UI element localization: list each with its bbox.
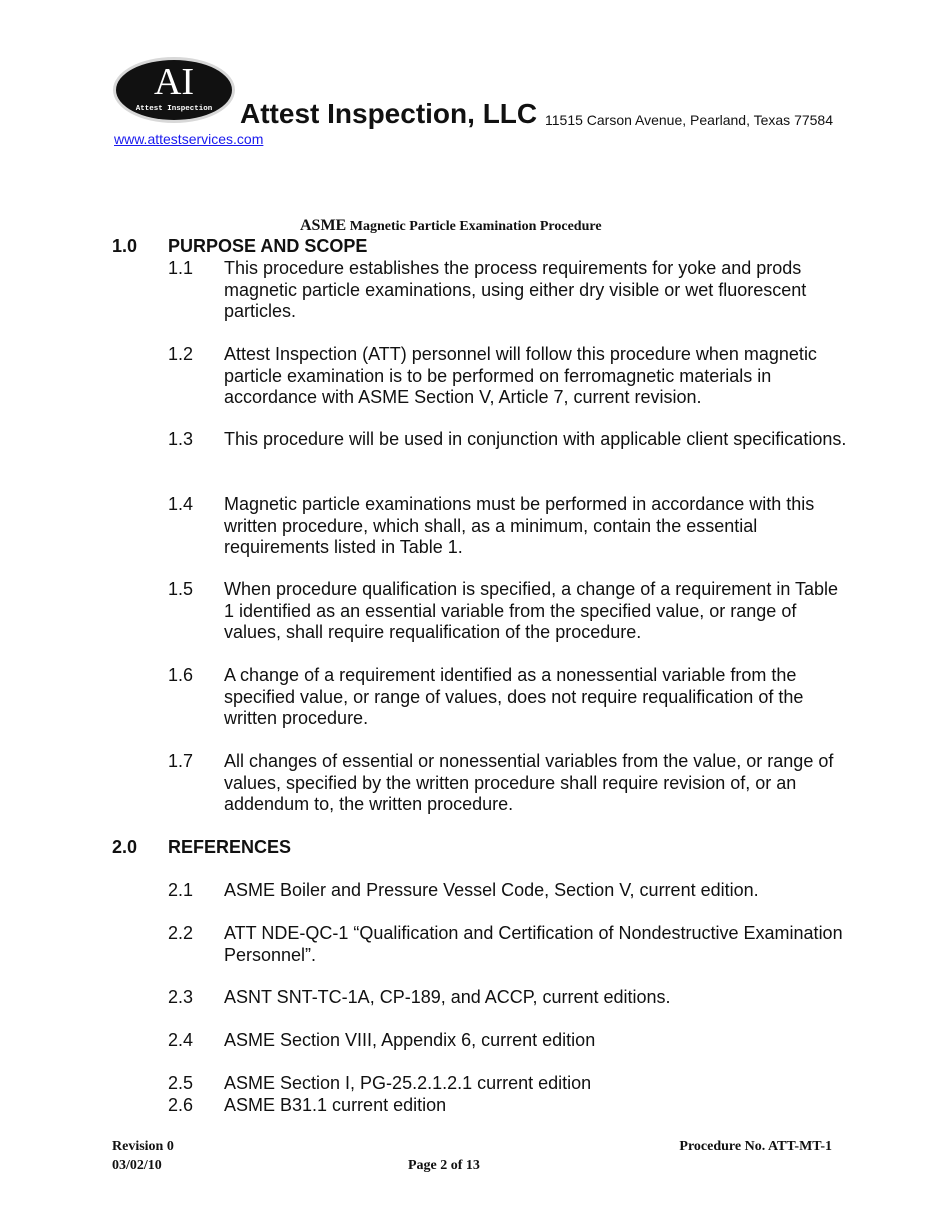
item-text: ASME Section VIII, Appendix 6, current edition <box>224 1030 596 1050</box>
item-text: Attest Inspection (ATT) personnel will follow this procedure when magnetic particle examination is to be performed on ferromagnetic materials in accordance with ASME Section V, Article 7, current revision. <box>224 344 817 407</box>
list-item <box>168 1095 848 1117</box>
item-text: When procedure qualification is specified, a change of a requirement in Table 1 identified as an essential variable from the specified value, or range of values, shall require requalification of the procedure. <box>224 579 839 642</box>
logo-letters: AI <box>153 61 195 103</box>
item-number: 1.5 <box>168 579 194 599</box>
item-text: ASME Section I, PG-25.2.1.2.1 current edition <box>224 1073 592 1093</box>
section-number: 2.0 <box>112 837 138 857</box>
footer-date: 03/02/10 <box>112 1158 162 1173</box>
section-number: 1.0 <box>112 236 138 256</box>
footer-procedure-number: Procedure No. ATT-MT-1 <box>679 1139 832 1154</box>
section-title: REFERENCES <box>168 837 292 857</box>
list-item <box>168 344 848 409</box>
item-number: 2.5 <box>168 1073 194 1093</box>
website-link[interactable]: www.attestservices.com <box>114 131 264 147</box>
item-number: 2.3 <box>168 987 194 1007</box>
company-name: Attest Inspection, LLC <box>240 98 538 129</box>
item-number: 2.2 <box>168 923 194 943</box>
list-item <box>168 987 848 1009</box>
footer-revision: Revision 0 <box>112 1139 174 1154</box>
item-text: Magnetic particle examinations must be performed in accordance with this written procedure, which shall, as a minimum, contain the essential requirements listed in Table 1. <box>224 494 815 557</box>
footer-page-number: Page 2 of 13 <box>408 1158 480 1173</box>
item-text: ASME B31.1 current edition <box>224 1095 447 1115</box>
list-item <box>168 923 848 966</box>
item-text: This procedure will be used in conjunction with applicable client specifications. <box>224 429 847 449</box>
list-item <box>168 494 848 559</box>
title-rest: Magnetic Particle Examination Procedure <box>346 219 602 234</box>
item-number: 1.2 <box>168 344 194 364</box>
list-item <box>168 1030 848 1052</box>
list-item <box>168 751 848 816</box>
item-text: ATT NDE-QC-1 “Qualification and Certification of Nondestructive Examination Personnel”. <box>224 923 843 965</box>
document-title <box>300 217 602 235</box>
list-item <box>168 258 848 323</box>
company-logo <box>112 56 236 124</box>
list-item <box>168 880 848 902</box>
item-text: ASME Boiler and Pressure Vessel Code, Section V, current edition. <box>224 880 759 900</box>
section-title: PURPOSE AND SCOPE <box>168 236 368 256</box>
title-prefix: ASME <box>300 217 347 234</box>
item-number: 1.4 <box>168 494 194 514</box>
item-number: 2.6 <box>168 1095 194 1115</box>
item-text: This procedure establishes the process requirements for yoke and prods magnetic particle examinations, using either dry visible or wet fluorescent particles. <box>224 258 807 321</box>
item-number: 1.7 <box>168 751 194 771</box>
item-number: 1.6 <box>168 665 194 685</box>
item-number: 2.1 <box>168 880 194 900</box>
list-item <box>168 665 848 730</box>
list-item <box>168 1073 848 1095</box>
list-item <box>168 579 848 644</box>
item-number: 2.4 <box>168 1030 194 1050</box>
item-number: 1.3 <box>168 429 194 449</box>
item-number: 1.1 <box>168 258 194 278</box>
item-text: ASNT SNT-TC-1A, CP-189, and ACCP, current editions. <box>224 987 671 1007</box>
item-text: All changes of essential or nonessential variables from the value, or range of values, specified by the written procedure shall require revision of, or an addendum to, the written procedure. <box>224 751 834 814</box>
company-address: 11515 Carson Avenue, Pearland, Texas 77584 <box>545 112 833 128</box>
list-item <box>168 429 848 451</box>
logo-subtext: Attest Inspection <box>135 105 213 113</box>
item-text: A change of a requirement identified as a nonessential variable from the specified value, or range of values, does not require requalification of the written procedure. <box>224 665 804 728</box>
